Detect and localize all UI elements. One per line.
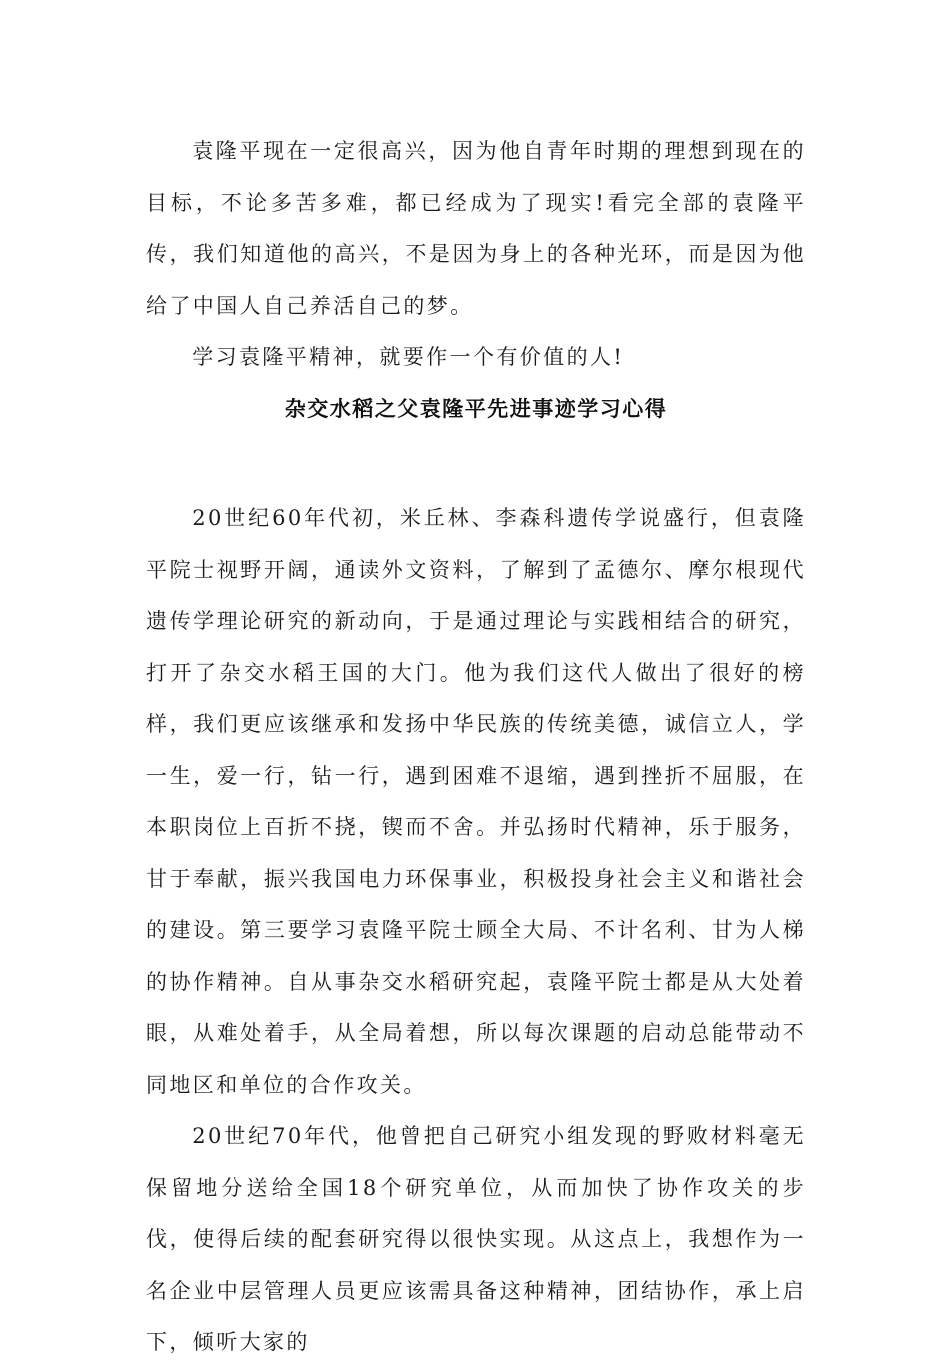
paragraph-1960s: 20世纪60年代初，米丘林、李森科遗传学说盛行，但袁隆平院士视野开阔，通读外文资料，了解到了孟德尔、摩尔根现代遗传学理论研究的新动向，于是通过理论与实践相结合的研究，打开了杂交水稻王国的大门。他为我们这代人做出了很好的榜样，我们更应该继承和发扬中华民族的传统美德，诚信立人，学一生，爱一行，钻一行，遇到困难不退缩，遇到挫折不屈服，在本职岗位上百折不挠，锲而不舍。并弘扬时代精神，乐于服务，甘于奉献，振兴我国电力环保事业，积极投身社会主义和谐社会的建设。第三要学习袁隆平院士顾全大局、不计名利、甘为人梯的协作精神。自从事杂交水稻研究起，袁隆平院士都是从大处着眼，从难处着手，从全局着想，所以每次课题的启动总能带动不同地区和单位的合作攻关。 <box>146 506 806 1097</box>
section-title: 杂交水稻之父袁隆平先进事迹学习心得 <box>284 396 668 421</box>
document-body <box>146 126 806 1369</box>
paragraph-1970s: 20世纪70年代，他曾把自己研究小组发现的野败材料毫无保留地分送给全国18个研究单位，从而加快了协作攻关的步伐，使得后续的配套研究得以很快实现。从这点上，我想作为一名企业中层管理人员更应该需具备这种精神，团结协作，承上启下，倾听大家的 <box>146 1124 806 1354</box>
paragraph-intro: 袁隆平现在一定很高兴，因为他自青年时期的理想到现在的目标，不论多苦多难，都已经成为了现实!看完全部的袁隆平传，我们知道他的高兴，不是因为身上的各种光环，而是因为他给了中国人自己养活自己的梦。 <box>146 139 806 318</box>
title-spacing <box>146 435 806 493</box>
paragraph-conclusion: 学习袁隆平精神，就要作一个有价值的人! <box>192 345 625 369</box>
